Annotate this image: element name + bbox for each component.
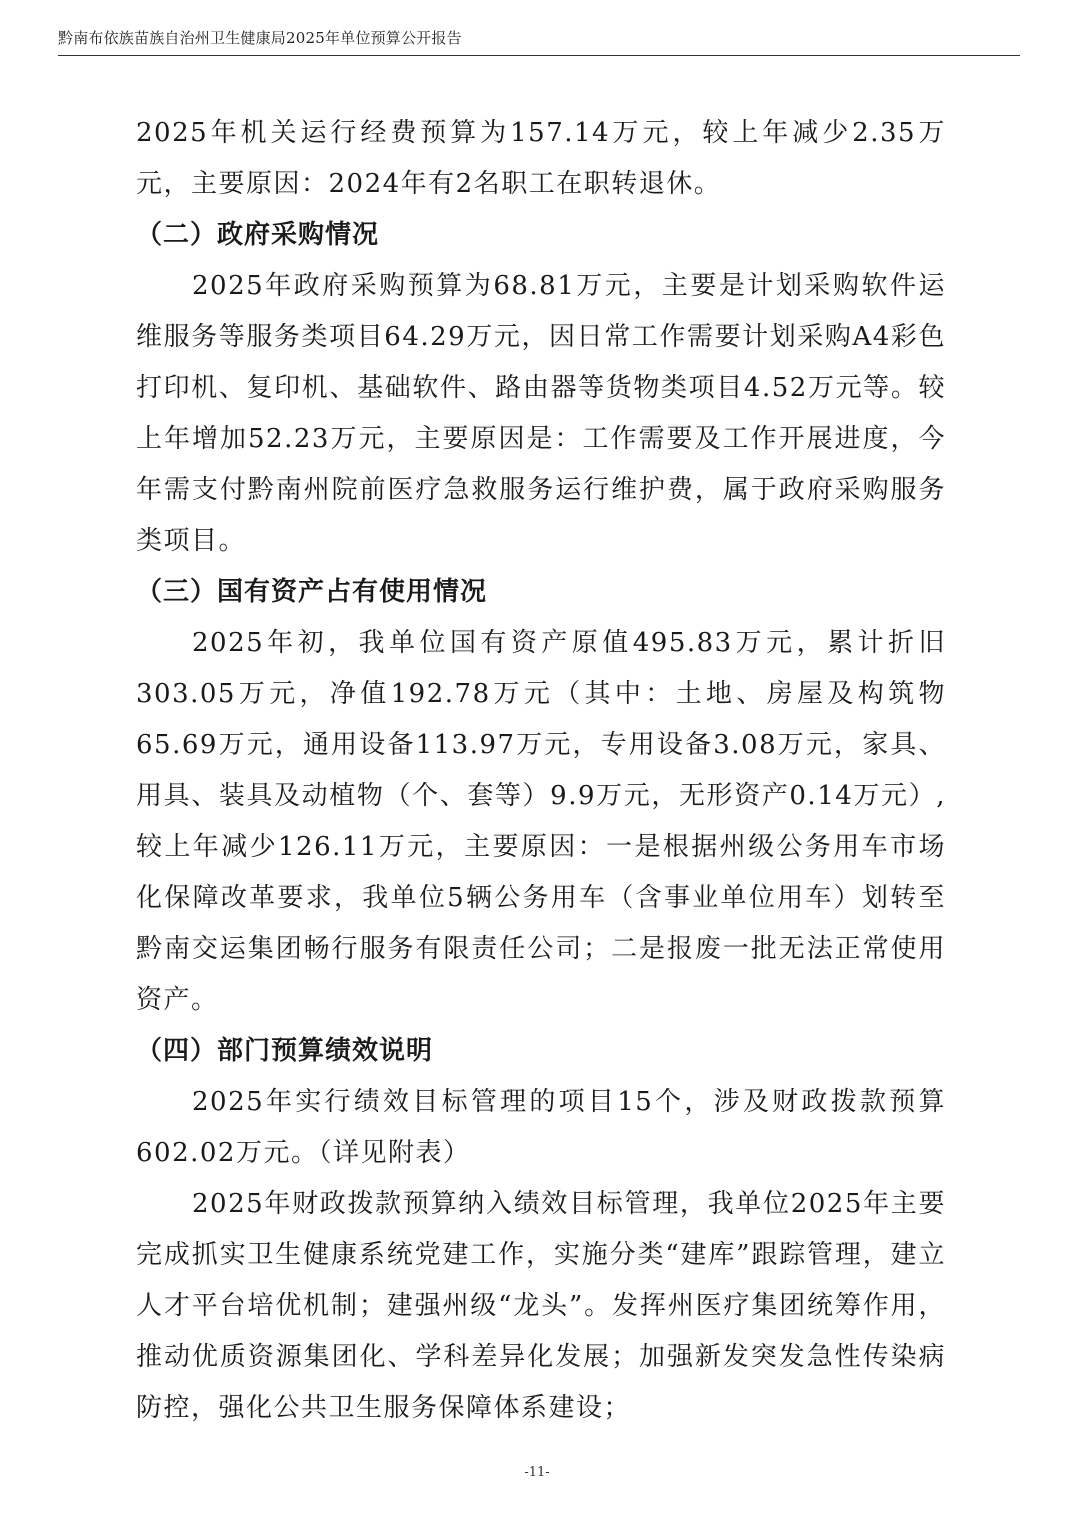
section-heading-government-procurement: （二）政府采购情况 xyxy=(136,220,380,250)
paragraph-performance-projects: 2025年实行绩效目标管理的项目15个，涉及财政拨款预算602.02万元。（详见附表） xyxy=(136,1087,946,1168)
section-heading-state-assets: （三）国有资产占有使用情况 xyxy=(136,577,488,607)
section-heading-performance: （四）部门预算绩效说明 xyxy=(136,1036,434,1066)
paragraph-government-procurement: 2025年政府采购预算为68.81万元，主要是计划采购软件运维服务等服务类项目64.29万元，因日常工作需要计划采购A4彩色打印机、复印机、基础软件、路由器等货物类项目4.52万元等。较上年增加52.23万元，主要原因是：工作需要及工作开展进度，今年需支付黔南州院前医疗急救服务运行维护费，属于政府采购服务类项目。 xyxy=(136,271,946,556)
document-header: 黔南布依族苗族自治州卫生健康局2025年单位预算公开报告 xyxy=(58,29,462,47)
document-body xyxy=(136,108,946,1434)
paragraph-performance-goals: 2025年财政拨款预算纳入绩效目标管理，我单位2025年主要完成抓实卫生健康系统党建工作，实施分类“建库”跟踪管理，建立人才平台培优机制；建强州级“龙头”。发挥州医疗集团统筹作用，推动优质资源集团化、学科差异化发展；加强新发突发急性传染病防控，强化公共卫生服务保障体系建设； xyxy=(136,1189,946,1423)
paragraph-operating-expenses: 2025年机关运行经费预算为157.14万元，较上年减少2.35万元，主要原因：2024年有2名职工在职转退休。 xyxy=(136,118,946,199)
header-divider xyxy=(58,55,1020,56)
page-number: -11- xyxy=(524,1465,550,1480)
paragraph-state-assets: 2025年初，我单位国有资产原值495.83万元，累计折旧303.05万元，净值192.78万元（其中：土地、房屋及构筑物65.69万元，通用设备113.97万元，专用设备3.08万元，家具、用具、装具及动植物（个、套等）9.9万元，无形资产0.14万元）,较上年减少126.11万元，主要原因：一是根据州级公务用车市场化保障改革要求，我单位5辆公务用车（含事业单位用车）划转至黔南交运集团畅行服务有限责任公司；二是报废一批无法正常使用资产。 xyxy=(136,628,946,1015)
